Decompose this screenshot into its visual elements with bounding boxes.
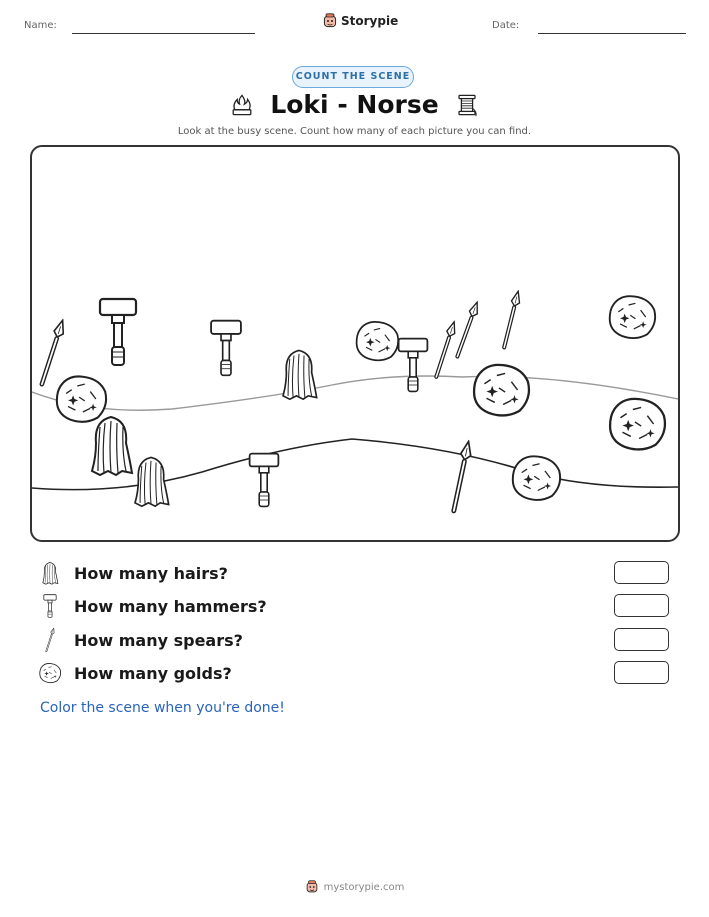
spear-icon [38, 626, 62, 654]
brand-name: Storypie [341, 14, 399, 28]
horizon-line [32, 376, 678, 410]
date-line[interactable] [538, 33, 686, 34]
brand-logo [322, 13, 398, 29]
hammer-icon[interactable] [100, 299, 136, 365]
site-url: mystorypie.com [323, 881, 405, 893]
hair-icon [38, 559, 62, 587]
title-row [0, 90, 709, 119]
date-label: Date: [492, 20, 520, 31]
hammer-icon[interactable] [250, 454, 279, 507]
name-line[interactable] [72, 33, 255, 34]
gold-nugget-icon[interactable] [610, 296, 655, 338]
thread-spool-icon [455, 92, 479, 118]
spear-icon[interactable] [500, 290, 522, 349]
hammer-icon[interactable] [211, 321, 241, 376]
answer-box-spears[interactable] [614, 628, 669, 651]
scene-frame[interactable] [30, 145, 680, 542]
gold-nugget-icon [38, 659, 62, 687]
color-instruction: Color the scene when you're done! [40, 700, 285, 716]
spear-icon[interactable] [453, 301, 481, 359]
hair-icon[interactable] [283, 350, 317, 399]
answer-box-hammers[interactable] [614, 594, 669, 617]
fire-icon [230, 92, 254, 118]
mascot-icon [305, 880, 319, 894]
spear-icon[interactable] [432, 321, 458, 380]
gold-nugget-icon[interactable] [610, 399, 665, 450]
hammer-icon[interactable] [399, 339, 428, 392]
scene-drawing [32, 147, 678, 540]
activity-badge: COUNT THE SCENE [292, 66, 414, 88]
question-hairs [38, 559, 678, 587]
question-hammers [38, 592, 678, 620]
gold-nugget-icon[interactable] [57, 376, 106, 421]
hammer-icon [38, 592, 62, 620]
gold-nugget-icon[interactable] [474, 365, 529, 416]
question-label: How many spears? [74, 630, 243, 650]
hair-icon[interactable] [135, 457, 169, 506]
answer-box-golds[interactable] [614, 661, 669, 684]
question-spears [38, 626, 678, 654]
page-title: Loki - Norse [270, 90, 439, 119]
hair-icon[interactable] [92, 417, 132, 475]
mascot-icon [322, 13, 338, 29]
site-footer [0, 880, 709, 894]
answer-box-hairs[interactable] [614, 561, 669, 584]
gold-nugget-icon[interactable] [513, 456, 560, 500]
question-label: How many hammers? [74, 596, 267, 616]
gold-nugget-icon[interactable] [357, 322, 399, 360]
spear-icon[interactable] [37, 319, 67, 387]
name-label: Name: [24, 20, 57, 31]
spear-icon[interactable] [448, 440, 473, 513]
question-label: How many golds? [74, 663, 232, 683]
instructions: Look at the busy scene. Count how many of each picture you can find. [177, 126, 532, 137]
question-label: How many hairs? [74, 563, 228, 583]
question-golds [38, 659, 678, 687]
